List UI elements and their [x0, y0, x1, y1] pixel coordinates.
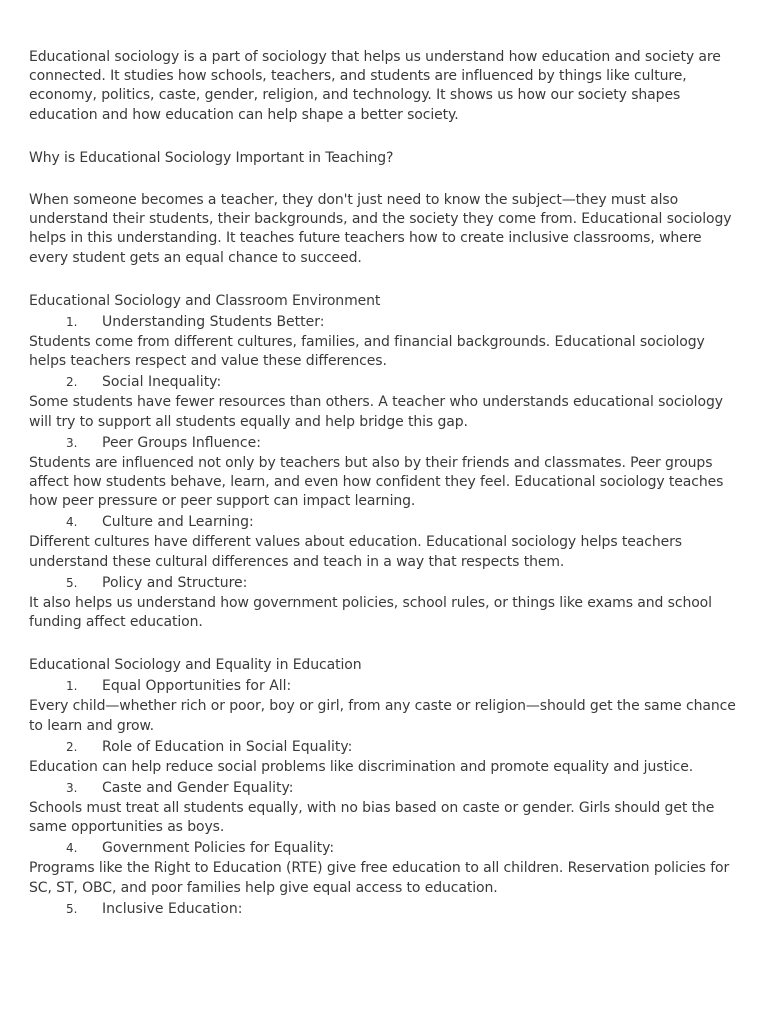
- list-item: [29, 837, 738, 859]
- list-description: Programs like the Right to Education (RTE) give free education to all children. Reservation policies for SC, ST, OBC, and poor families help give equal access to education.: [29, 860, 730, 896]
- classroom-heading: Educational Sociology and Classroom Environment: [29, 292, 381, 309]
- list-label: Government Policies for Equality:: [102, 840, 335, 857]
- list-description: Different cultures have different values about education. Educational sociology helps teachers understand these cultural differences and teach in a way that respects them.: [29, 534, 682, 570]
- list-item: [29, 432, 738, 454]
- why-heading: Why is Educational Sociology Important in Teaching?: [29, 149, 394, 166]
- list-label: Role of Education in Social Equality:: [102, 738, 353, 755]
- equality-section: [29, 656, 738, 920]
- list-description: Some students have fewer resources than others. A teacher who understands educational sociology will try to support all students equally and help bridge this gap.: [29, 394, 723, 430]
- list-label: Understanding Students Better:: [102, 314, 325, 331]
- equality-heading: Educational Sociology and Equality in Education: [29, 657, 362, 674]
- intro-paragraph: Educational sociology is a part of sociology that helps us understand how education and society are connected. It studies how schools, teachers, and students are influenced by things like culture, economy, politics, caste, gender, religion, and technology. It shows us how our society shapes education and how education can help shape a better society.: [29, 49, 721, 123]
- list-label: Culture and Learning:: [102, 514, 254, 531]
- list-description: Students come from different cultures, families, and financial backgrounds. Educational sociology helps teachers respect and value these differences.: [29, 334, 705, 370]
- list-item: [29, 572, 738, 594]
- list-number: 5.: [66, 575, 78, 590]
- list-label: Inclusive Education:: [102, 900, 243, 917]
- list-label: Equal Opportunities for All:: [102, 678, 292, 695]
- list-description: Every child—whether rich or poor, boy or girl, from any caste or religion—should get the same chance to learn and grow.: [29, 698, 736, 734]
- list-description: Schools must treat all students equally, with no bias based on caste or gender. Girls should get the same opportunities as boys.: [29, 800, 715, 836]
- list-item: [29, 511, 738, 533]
- list-number: 2.: [66, 739, 78, 754]
- list-item: [29, 371, 738, 393]
- list-item: [29, 777, 738, 799]
- list-item: [29, 311, 738, 333]
- list-description: Students are influenced not only by teachers but also by their friends and classmates. Peer groups affect how students behave, learn, and even how confident they feel. Educational sociology teaches how peer pressure or peer support can impact learning.: [29, 454, 724, 510]
- list-label: Social Inequality:: [102, 374, 222, 391]
- list-description: Education can help reduce social problems like discrimination and promote equality and justice.: [29, 758, 694, 775]
- classroom-section: [29, 292, 738, 632]
- list-number: 1.: [66, 679, 78, 694]
- why-paragraph: When someone becomes a teacher, they don't just need to know the subject—they must also understand their students, their backgrounds, and the society they come from. Educational sociology helps in this understanding. It teaches future teachers how to create inclusive classrooms, where every student gets an equal chance to succeed.: [29, 192, 732, 266]
- list-label: Policy and Structure:: [102, 574, 248, 591]
- list-number: 1.: [66, 315, 78, 330]
- list-number: 2.: [66, 375, 78, 390]
- list-item: [29, 898, 738, 920]
- list-number: 3.: [66, 781, 78, 796]
- list-number: 5.: [66, 901, 78, 916]
- list-number: 3.: [66, 435, 78, 450]
- list-number: 4.: [66, 841, 78, 856]
- list-label: Caste and Gender Equality:: [102, 780, 294, 797]
- list-description: It also helps us understand how government policies, school rules, or things like exams and school funding affect education.: [29, 594, 712, 631]
- list-item: [29, 736, 738, 758]
- list-number: 4.: [66, 515, 78, 530]
- list-label: Peer Groups Influence:: [102, 434, 261, 451]
- list-item: [29, 675, 738, 697]
